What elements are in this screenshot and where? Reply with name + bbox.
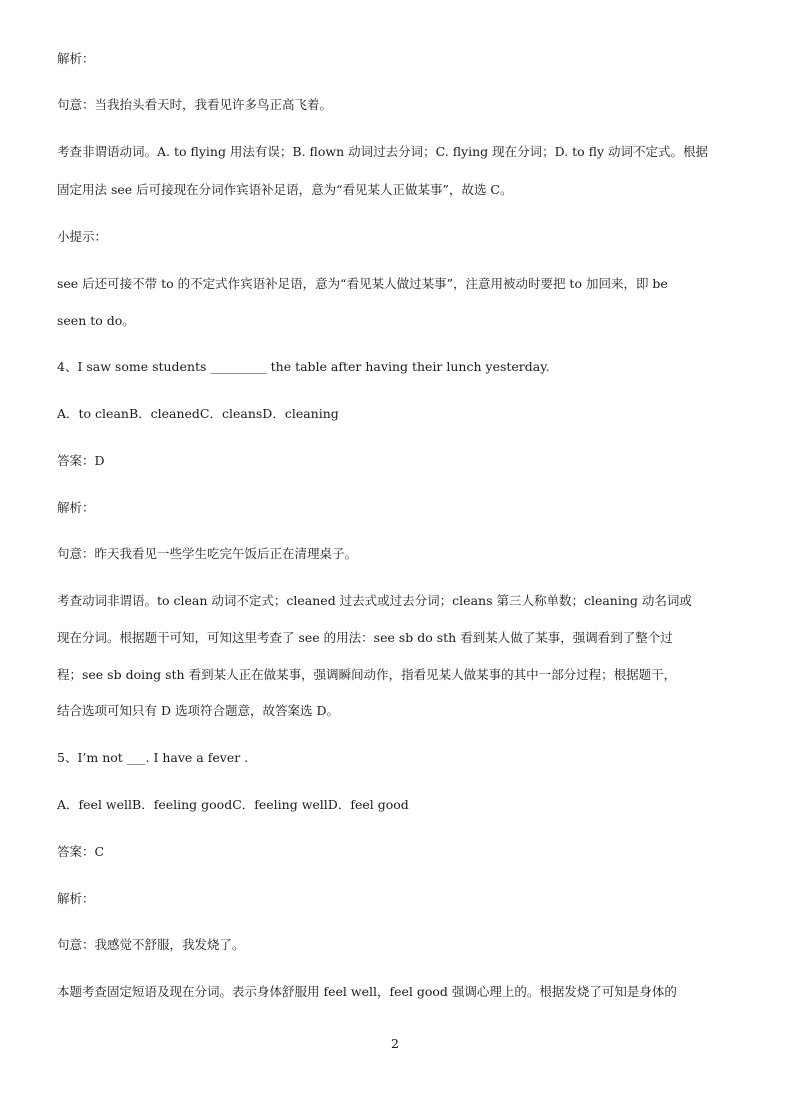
text-line: 考查非谓语动词。A. to flying 用法有误；B. flown 动词过去分词；C. flying 现在分词；D. to fly 动词不定式。根据 xyxy=(57,144,709,159)
answer-4: 答案：D xyxy=(57,453,105,468)
text-line: seen to do。 xyxy=(57,313,135,328)
text-line: 本题考查固定短语及现在分词。表示身体舒服用 feel well，feel good 强调心理上的。根据发烧了可知是身体的 xyxy=(57,984,677,999)
text-line: 句意：当我抬头看天时，我看见许多鸟正高飞着。 xyxy=(57,97,333,112)
text-line: 现在分词。根据题干可知，可知这里考查了 see 的用法：see sb do sth 看到某人做了某事，强调看到了整个过 xyxy=(57,630,673,645)
question-4-options: A．to cleanB．cleanedC．cleansD．cleaning xyxy=(57,406,339,421)
text-line: 小提示： xyxy=(57,229,108,244)
question-5-options: A．feel wellB．feeling goodC．feeling wellD．feel good xyxy=(57,797,409,812)
text-line: 解析： xyxy=(57,51,95,66)
text-line: 解析： xyxy=(57,500,95,515)
question-4: 4、I saw some students _________ the table after having their lunch yesterday. xyxy=(57,359,550,374)
text-line: 考查动词非谓语。to clean 动词不定式；cleaned 过去式或过去分词；cleans 第三人称单数；cleaning 动名词或 xyxy=(57,593,692,608)
text-line: 句意：昨天我看见一些学生吃完午饭后正在清理桌子。 xyxy=(57,546,358,561)
text-line: 固定用法 see 后可接现在分词作宾语补足语，意为“看见某人正做某事”，故选 C。 xyxy=(57,182,513,197)
text-line: 程；see sb doing sth 看到某人正在做某事，强调瞬间动作，指看见某人做某事的其中一部分过程；根据题干， xyxy=(57,667,677,682)
text-line: 句意：我感觉不舒服，我发烧了。 xyxy=(57,937,245,952)
page-number: 2 xyxy=(391,1036,399,1051)
question-5: 5、I’m not ___. I have a fever . xyxy=(57,750,249,765)
text-line: see 后还可接不带 to 的不定式作宾语补足语，意为“看见某人做过某事”，注意用被动时要把 to 加回来，即 be xyxy=(57,276,668,291)
answer-5: 答案：C xyxy=(57,844,105,859)
text-line: 结合选项可知只有 D 选项符合题意，故答案选 D。 xyxy=(57,703,339,718)
text-line: 解析： xyxy=(57,891,95,906)
